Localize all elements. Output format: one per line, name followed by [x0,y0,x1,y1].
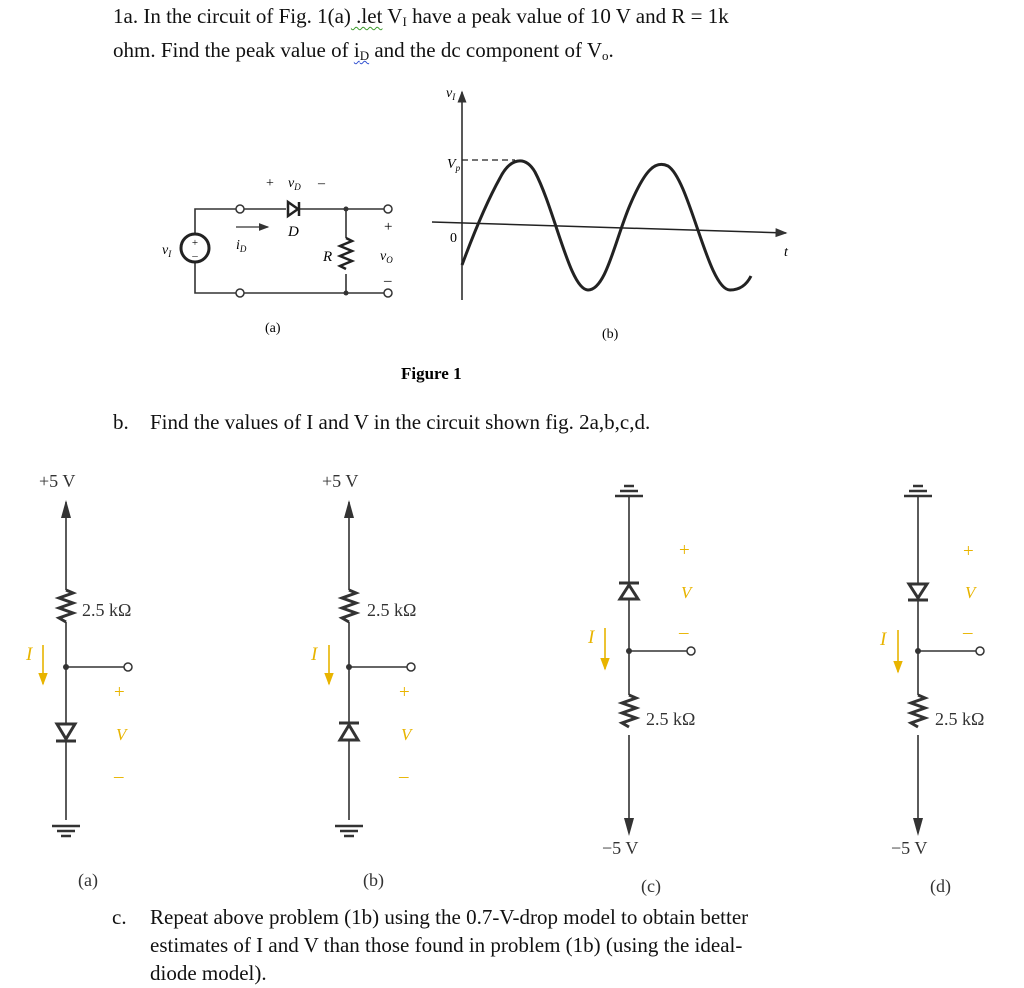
vo-minus: – [384,273,392,289]
diode-icon [56,724,76,741]
text: V [382,4,403,28]
v-label: V [401,725,412,744]
figure-1b-waveform [432,86,789,342]
label: c. [112,905,127,929]
diode-label: D [288,224,299,240]
resistor-label: 2.5 kΩ [935,709,985,729]
diode-icon [619,583,639,599]
label: b. [113,410,129,434]
x-axis-label: t [784,245,788,260]
v-minus: – [963,622,973,643]
v-label: V [116,725,127,744]
ground-icon [52,826,80,836]
v-minus: – [114,766,124,787]
resistor-icon [59,590,73,622]
vo-plus: + [384,219,393,235]
figure-1-caption: Figure 1 [401,364,462,383]
subscript: I [402,14,407,29]
current-label: I [588,627,595,648]
source-minus: – [192,250,198,262]
current-label: I [880,629,887,650]
resistor-icon [911,695,925,727]
subscript: o [602,48,609,63]
origin-label: 0 [450,231,457,246]
text: Find the values of I and V in the circuit shown fig. 2a,b,c,d. [150,410,651,434]
terminal [236,205,244,213]
figure-2b-circuit [310,471,416,891]
caption: (b) [602,327,619,342]
text: have a peak value of 10 V and R = 1k [406,4,729,28]
supply-label: +5 V [39,471,76,491]
v-plus: + [114,682,125,703]
vd-plus: + [266,176,274,191]
v-plus: + [963,541,974,562]
v-plus: + [679,540,690,561]
current-label: I [311,644,318,665]
caption: (b) [363,870,384,890]
y-axis-label: $v_I$ [446,86,456,102]
text: ohm. Find the peak value of [113,38,354,62]
terminal [976,647,984,655]
vo-label: $v_O$ [380,249,393,265]
text: and the dc component of V [369,38,602,62]
text: i [353,38,360,62]
caption: (a) [265,321,281,336]
v-minus: – [679,622,689,643]
terminal [384,289,392,297]
vd-minus: – [318,176,325,191]
v-label: V [681,583,692,602]
figure-2a-circuit [25,471,132,891]
spellcheck-word: .let [350,4,383,28]
problem-1c-line2: estimates of I and V than those found in problem (1b) (using the ideal- [150,933,743,957]
resistor-icon [342,590,356,622]
vd-label: $v_D$ [288,176,301,192]
terminal [124,663,132,671]
v-minus: – [399,766,409,787]
ground-icon [615,486,643,496]
vp-label: $V_p$ [447,157,461,173]
subscript: D [359,48,370,63]
ground-icon [335,826,363,836]
figure-1a-circuit [162,176,393,336]
diode-icon [908,584,928,600]
caption: (d) [930,876,951,896]
resistor-icon [622,695,636,727]
v-label: V [965,583,976,602]
diode-icon [339,723,359,740]
resistor-label: R [323,249,333,265]
problem-1c-line3: diode model). [150,961,267,985]
text: 1a. In the circuit of Fig. 1(a) [113,4,351,28]
ground-icon [904,486,932,496]
resistor-icon [340,238,352,269]
problem-1c-line1: Repeat above problem (1b) using the 0.7-V-drop model to obtain better [150,905,749,929]
vi-label: $v_I$ [162,243,172,259]
v-plus: + [399,682,410,703]
sine-wave [462,161,751,290]
resistor-label: 2.5 kΩ [646,709,696,729]
id-label: $i_D$ [236,238,247,254]
terminal [236,289,244,297]
supply-label: +5 V [322,471,359,491]
terminal [407,663,415,671]
diode-icon [288,202,299,216]
terminal [384,205,392,213]
current-label: I [26,644,33,665]
caption: (c) [641,876,661,896]
x-axis [432,222,786,233]
resistor-label: 2.5 kΩ [82,600,132,620]
resistor-label: 2.5 kΩ [367,600,417,620]
supply-label: −5 V [891,838,928,858]
figure-2d-circuit [879,486,984,897]
supply-label: −5 V [602,838,639,858]
caption: (a) [78,870,98,890]
figure-2c-circuit [587,486,695,897]
text: . [608,38,614,62]
terminal [687,647,695,655]
source-plus: + [191,237,199,249]
